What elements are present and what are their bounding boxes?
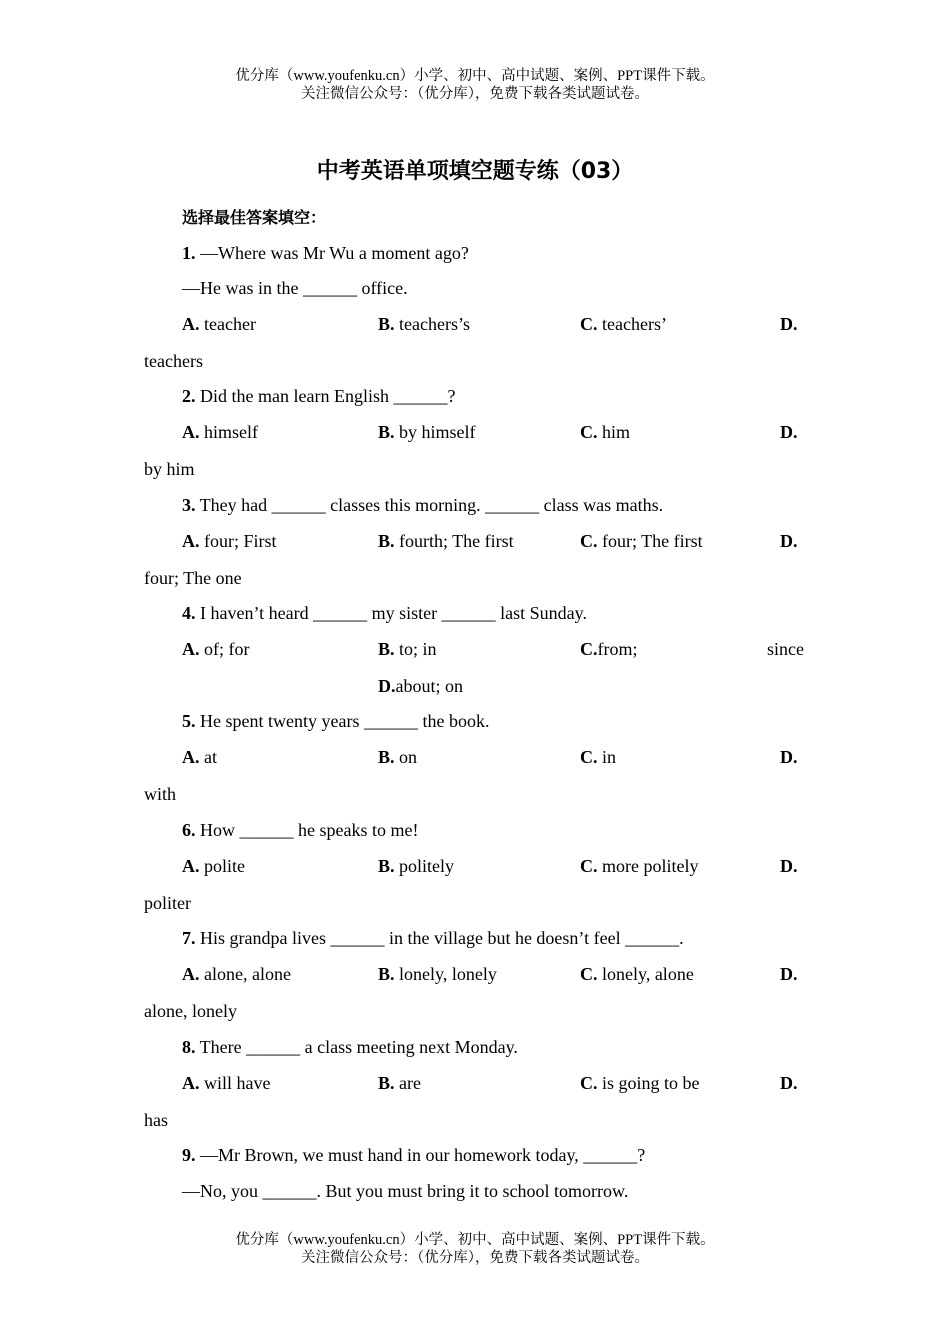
option-d-text: four; The one bbox=[144, 568, 242, 588]
option-a: A. four; First bbox=[182, 531, 277, 551]
page-header bbox=[0, 67, 950, 103]
option-c: C. teachers’ bbox=[580, 314, 667, 334]
option-d-label: D. bbox=[780, 747, 798, 767]
footer-line-1: 优分库（www.youfenku.cn）小学、初中、高中试题、案例、PPT课件下载。 bbox=[235, 1232, 715, 1248]
question-7-stem: 7. His grandpa lives ______ in the village but he doesn’t feel ______. bbox=[182, 928, 684, 948]
option-b: B. politely bbox=[378, 856, 455, 876]
option-d-label: D. bbox=[780, 531, 798, 551]
option-d-text: with bbox=[144, 784, 177, 804]
question-1-stem bbox=[182, 242, 469, 264]
option-c: C.from; bbox=[580, 639, 638, 659]
header-line-2: 关注微信公众号：（优分库），免费下载各类试题试卷。 bbox=[301, 86, 649, 102]
option-b: B. fourth; The first bbox=[378, 531, 514, 551]
option-b: B. to; in bbox=[378, 639, 437, 659]
option-b: B. lonely, lonely bbox=[378, 964, 497, 984]
option-d-text: has bbox=[144, 1110, 168, 1130]
option-d-label: D. bbox=[780, 422, 798, 442]
option-a: A. at bbox=[182, 747, 217, 767]
option-a: A. himself bbox=[182, 422, 258, 442]
page-title: 中考英语单项填空题专练（03） bbox=[316, 159, 634, 184]
option-c: C. four; The first bbox=[580, 531, 703, 551]
option-d-text: by him bbox=[144, 459, 195, 479]
option-b: B. by himself bbox=[378, 422, 476, 442]
option-c: C. him bbox=[580, 422, 631, 442]
option-c: C. more politely bbox=[580, 856, 699, 876]
option-d-text: teachers bbox=[144, 351, 203, 371]
question-8-stem: 8. There ______ a class meeting next Monday. bbox=[182, 1037, 518, 1057]
question-6-stem: 6. How ______ he speaks to me! bbox=[182, 820, 419, 840]
option-c: C. is going to be bbox=[580, 1073, 700, 1093]
option-a: A. will have bbox=[182, 1073, 271, 1093]
option-d-label: D. bbox=[780, 964, 798, 984]
option-d-text: politer bbox=[144, 893, 191, 913]
option-c: C. lonely, alone bbox=[580, 964, 694, 984]
option-b: B. teachers’s bbox=[378, 314, 470, 334]
question-text: —Where was Mr Wu a moment ago? bbox=[195, 243, 469, 263]
question-9-stem-2: —No, you ______. But you must bring it to school tomorrow. bbox=[182, 1181, 629, 1201]
header-line-1: 优分库（www.youfenku.cn）小学、初中、高中试题、案例、PPT课件下载。 bbox=[235, 68, 715, 84]
option-a: A. polite bbox=[182, 856, 245, 876]
question-2-stem: 2. Did the man learn English ______? bbox=[182, 386, 456, 406]
option-d: D.about; on bbox=[378, 676, 463, 696]
question-1-stem-2: —He was in the ______ office. bbox=[182, 278, 408, 298]
option-b: B. on bbox=[378, 747, 418, 767]
option-d-label: D. bbox=[780, 1073, 798, 1093]
option-a: A. of; for bbox=[182, 639, 250, 659]
question-5-stem: 5. He spent twenty years ______ the book. bbox=[182, 711, 490, 731]
option-c: C. in bbox=[580, 747, 617, 767]
question-9-stem: 9. —Mr Brown, we must hand in our homework today, ______? bbox=[182, 1145, 646, 1165]
page-footer bbox=[0, 1231, 950, 1267]
option-d-label: D. bbox=[780, 314, 798, 334]
option-d-text: alone, lonely bbox=[144, 1001, 237, 1021]
instruction: 选择最佳答案填空： bbox=[182, 208, 327, 227]
question-number: 1. bbox=[182, 243, 196, 263]
question-4-stem: 4. I haven’t heard ______ my sister ______ last Sunday. bbox=[182, 603, 587, 623]
question-3-stem: 3. They had ______ classes this morning. ______ class was maths. bbox=[182, 495, 664, 515]
option-a: A. alone, alone bbox=[182, 964, 291, 984]
option-b: B. are bbox=[378, 1073, 421, 1093]
option-c-tail: since bbox=[767, 639, 804, 659]
option-d-label: D. bbox=[780, 856, 798, 876]
option-a: A. teacher bbox=[182, 314, 256, 334]
footer-line-2: 关注微信公众号：（优分库），免费下载各类试题试卷。 bbox=[301, 1250, 649, 1266]
